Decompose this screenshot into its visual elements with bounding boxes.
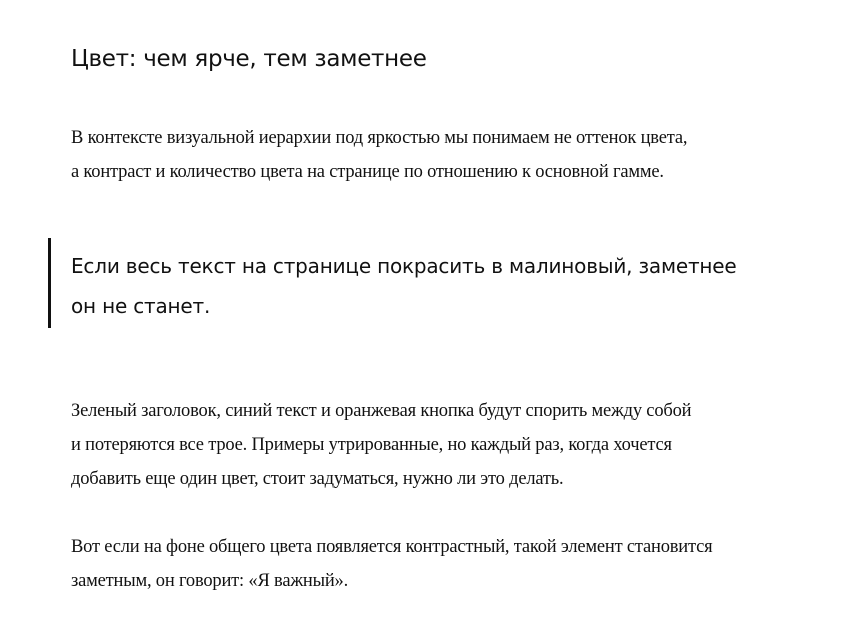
paragraph-line: заметным, он говорит: «Я важный». (71, 571, 349, 591)
section-heading: Цвет: чем ярче, тем заметнее (71, 46, 427, 72)
paragraph-line: Вот если на фоне общего цвета появляется контрастный, такой элемент становится (71, 537, 713, 557)
intro-line: В контексте визуальной иерархии под яркостью мы понимаем не оттенок цвета, (71, 128, 688, 148)
body-paragraph-3 (71, 530, 712, 598)
intro-paragraph (71, 121, 687, 189)
paragraph-line: Зеленый заголовок, синий текст и оранжевая кнопка будут спорить между собой (71, 401, 692, 421)
blockquote-line: Если весь текст на странице покрасить в малиновый, заметнее (71, 254, 737, 278)
blockquote (71, 246, 737, 326)
paragraph-line: добавить еще один цвет, стоит задуматься, нужно ли это делать. (71, 469, 564, 489)
intro-line: а контраст и количество цвета на странице по отношению к основной гамме. (71, 162, 664, 182)
blockquote-bar (48, 238, 51, 328)
blockquote-line: он не станет. (71, 294, 211, 318)
body-paragraph-2 (71, 394, 691, 496)
paragraph-line: и потеряются все трое. Примеры утрированные, но каждый раз, когда хочется (71, 435, 672, 455)
